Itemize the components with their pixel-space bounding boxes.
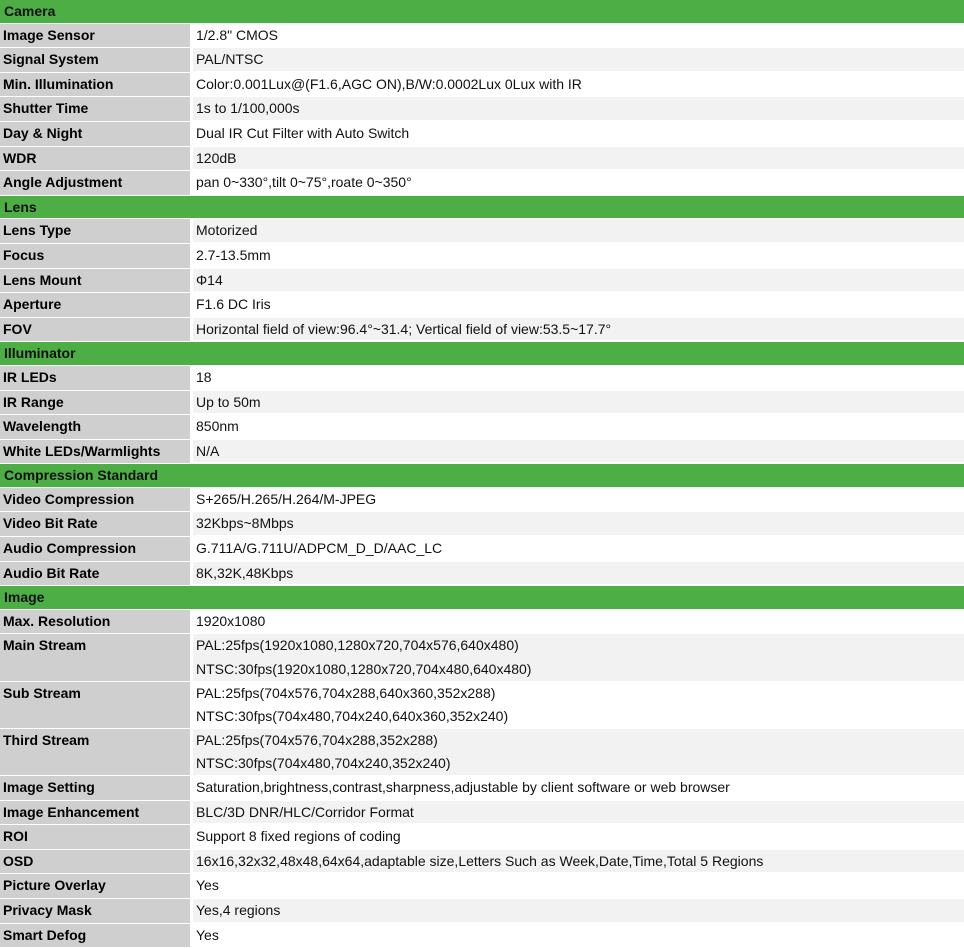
spec-row-osd: [0, 850, 964, 875]
spec-values: [193, 874, 964, 898]
spec-row-aperture: [0, 293, 964, 318]
spec-label: Angle Adjustment: [0, 171, 190, 195]
spec-label: Audio Bit Rate: [0, 562, 190, 586]
spec-values: [193, 562, 964, 586]
spec-label: Lens Type: [0, 219, 190, 243]
spec-label: WDR: [0, 147, 190, 171]
spec-values: [193, 293, 964, 317]
spec-label: IR Range: [0, 391, 190, 415]
spec-row-main-stream: [0, 634, 964, 681]
spec-row-image-enhancement: [0, 801, 964, 826]
spec-label: Picture Overlay: [0, 874, 190, 898]
spec-value: 32Kbps~8Mbps: [193, 512, 964, 535]
spec-label: Min. Illumination: [0, 73, 190, 97]
spec-value: Color:0.001Lux@(F1.6,AGC ON),B/W:0.0002Lux 0Lux with IR: [193, 73, 964, 96]
spec-label: Video Bit Rate: [0, 512, 190, 536]
spec-values: [193, 122, 964, 146]
section-header-camera: Camera: [0, 0, 964, 24]
spec-value: G.711A/G.711U/ADPCM_D_D/AAC_LC: [193, 537, 964, 560]
spec-row-ir-range: [0, 391, 964, 416]
spec-label: Aperture: [0, 293, 190, 317]
spec-value: Φ14: [193, 269, 964, 292]
spec-row-video-bit-rate: [0, 512, 964, 537]
spec-value: 120dB: [193, 147, 964, 170]
section-header-illuminator: Illuminator: [0, 342, 964, 366]
spec-value: pan 0~330°,tilt 0~75°,roate 0~350°: [193, 171, 964, 194]
spec-value: N/A: [193, 440, 964, 463]
spec-values: [193, 219, 964, 243]
spec-values: [193, 801, 964, 825]
spec-row-roi: [0, 825, 964, 850]
spec-label: Signal System: [0, 48, 190, 72]
spec-value: PAL:25fps(1920x1080,1280x720,704x576,640x480): [193, 634, 964, 658]
spec-label: Focus: [0, 244, 190, 268]
spec-value: Dual IR Cut Filter with Auto Switch: [193, 122, 964, 145]
spec-values: [193, 440, 964, 464]
spec-value: 18: [193, 366, 964, 389]
spec-label: White LEDs/Warmlights: [0, 440, 190, 464]
spec-value: 1s to 1/100,000s: [193, 97, 964, 120]
spec-row-picture-overlay: [0, 874, 964, 899]
spec-values: [193, 634, 964, 680]
spec-value: Horizontal field of view:96.4°~31.4; Vertical field of view:53.5~17.7°: [193, 318, 964, 341]
spec-row-image-setting: [0, 776, 964, 801]
spec-row-shutter-time: [0, 97, 964, 122]
spec-row-angle-adjustment: [0, 171, 964, 196]
spec-values: [193, 924, 964, 948]
spec-value: NTSC:30fps(704x480,704x240,640x360,352x240): [193, 705, 964, 728]
spec-row-focus: [0, 244, 964, 269]
spec-value: PAL:25fps(704x576,704x288,640x360,352x288): [193, 682, 964, 706]
spec-label: IR LEDs: [0, 366, 190, 390]
spec-row-white-leds-warmlights: [0, 440, 964, 465]
spec-value: Yes: [193, 874, 964, 897]
spec-label: Shutter Time: [0, 97, 190, 121]
spec-row-smart-defog: [0, 924, 964, 948]
spec-label: ROI: [0, 825, 190, 849]
spec-row-third-stream: [0, 729, 964, 776]
spec-values: [193, 269, 964, 293]
spec-values: [193, 318, 964, 342]
spec-row-lens-mount: [0, 269, 964, 294]
spec-value: 2.7-13.5mm: [193, 244, 964, 267]
spec-label: Third Stream: [0, 729, 190, 775]
spec-label: Day & Night: [0, 122, 190, 146]
spec-label: Audio Compression: [0, 537, 190, 561]
spec-value: Support 8 fixed regions of coding: [193, 825, 964, 848]
spec-values: [193, 682, 964, 728]
spec-row-fov: [0, 318, 964, 343]
spec-row-day-night: [0, 122, 964, 147]
spec-row-min-illumination: [0, 73, 964, 98]
spec-value: 16x16,32x32,48x48,64x64,adaptable size,Letters Such as Week,Date,Time,Total 5 Regions: [193, 850, 964, 873]
spec-values: [193, 171, 964, 195]
section-header-lens: Lens: [0, 196, 964, 220]
spec-values: [193, 610, 964, 634]
spec-label: Video Compression: [0, 488, 190, 512]
spec-label: FOV: [0, 318, 190, 342]
spec-label: Image Enhancement: [0, 801, 190, 825]
spec-row-ir-leds: [0, 366, 964, 391]
spec-values: [193, 488, 964, 512]
spec-value: Yes,4 regions: [193, 899, 964, 922]
spec-label: Max. Resolution: [0, 610, 190, 634]
spec-values: [193, 729, 964, 775]
spec-values: [193, 73, 964, 97]
spec-value: 8K,32K,48Kbps: [193, 562, 964, 585]
spec-values: [193, 97, 964, 121]
spec-value: Up to 50m: [193, 391, 964, 414]
spec-values: [193, 825, 964, 849]
spec-value: NTSC:30fps(704x480,704x240,352x240): [193, 752, 964, 775]
spec-label: Lens Mount: [0, 269, 190, 293]
spec-values: [193, 899, 964, 923]
spec-value: NTSC:30fps(1920x1080,1280x720,704x480,640x480): [193, 658, 964, 681]
spec-label: Image Setting: [0, 776, 190, 800]
spec-values: [193, 244, 964, 268]
spec-value: PAL:25fps(704x576,704x288,352x288): [193, 729, 964, 753]
spec-row-audio-compression: [0, 537, 964, 562]
spec-values: [193, 776, 964, 800]
spec-values: [193, 366, 964, 390]
spec-label: Sub Stream: [0, 682, 190, 728]
spec-values: [193, 24, 964, 48]
spec-values: [193, 48, 964, 72]
spec-value: BLC/3D DNR/HLC/Corridor Format: [193, 801, 964, 824]
spec-value: F1.6 DC Iris: [193, 293, 964, 316]
spec-row-video-compression: [0, 488, 964, 513]
spec-value: Yes: [193, 924, 964, 947]
spec-values: [193, 391, 964, 415]
spec-row-max-resolution: [0, 610, 964, 635]
spec-value: 1/2.8" CMOS: [193, 24, 964, 47]
spec-row-wdr: [0, 147, 964, 172]
spec-row-sub-stream: [0, 682, 964, 729]
spec-values: [193, 415, 964, 439]
spec-values: [193, 850, 964, 874]
spec-value: Saturation,brightness,contrast,sharpness,adjustable by client software or web browser: [193, 776, 964, 799]
spec-label: Wavelength: [0, 415, 190, 439]
spec-value: 850nm: [193, 415, 964, 438]
spec-values: [193, 537, 964, 561]
spec-values: [193, 147, 964, 171]
spec-row-lens-type: [0, 219, 964, 244]
spec-row-audio-bit-rate: [0, 562, 964, 587]
spec-value: Motorized: [193, 219, 964, 242]
spec-value: PAL/NTSC: [193, 48, 964, 71]
spec-row-image-sensor: [0, 24, 964, 49]
spec-value: 1920x1080: [193, 610, 964, 633]
spec-row-wavelength: [0, 415, 964, 440]
spec-value: S+265/H.265/H.264/M-JPEG: [193, 488, 964, 511]
spec-label: Main Stream: [0, 634, 190, 680]
section-header-compression-standard: Compression Standard: [0, 464, 964, 488]
spec-label: Smart Defog: [0, 924, 190, 948]
section-header-image: Image: [0, 586, 964, 610]
spec-row-signal-system: [0, 48, 964, 73]
spec-label: Privacy Mask: [0, 899, 190, 923]
spec-label: Image Sensor: [0, 24, 190, 48]
spec-label: OSD: [0, 850, 190, 874]
spec-values: [193, 512, 964, 536]
